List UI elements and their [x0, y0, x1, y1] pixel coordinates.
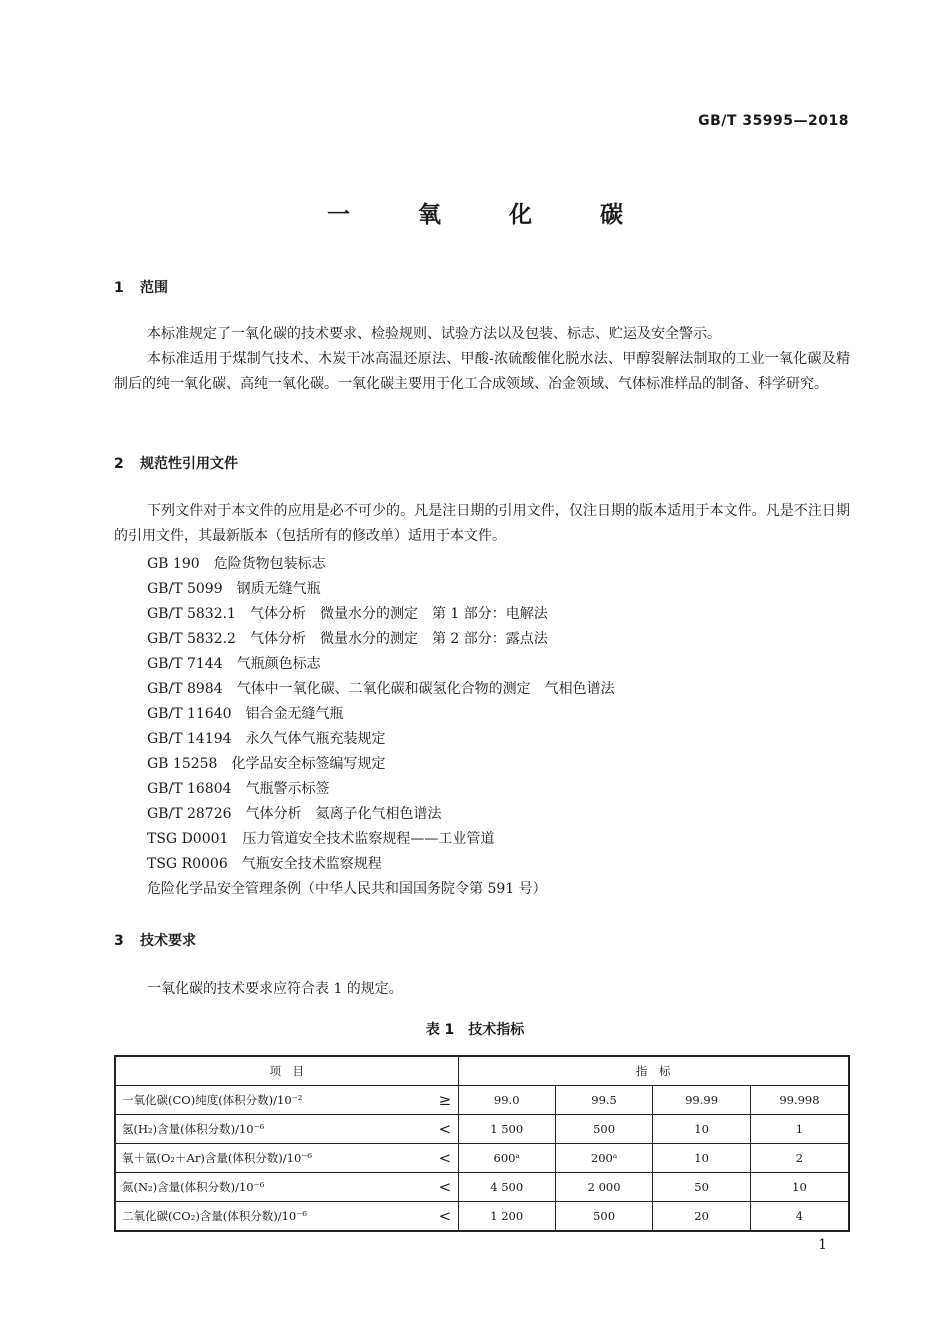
table-row	[115, 1173, 849, 1202]
reference-code: GB/T 14194	[147, 731, 232, 747]
row-item: 氧＋氩(O₂＋Ar)含量(体积分数)/10⁻⁶	[115, 1144, 432, 1173]
reference-title: 永久气体气瓶充装规定	[245, 731, 386, 747]
row-value: 50	[653, 1173, 751, 1202]
reference-title: 气瓶安全技术监察规程	[241, 856, 382, 872]
row-value: 1 200	[458, 1202, 555, 1232]
reference-code: GB/T 16804	[147, 781, 232, 797]
row-value: 1	[750, 1115, 849, 1144]
section-1-paragraph-2: 本标准适用于煤制气技术、木炭干冰高温还原法、甲酸-浓硫酸催化脱水法、甲醇裂解法制取的工业一氧化碳及精制后的纯一氧化碳、高纯一氧化碳。一氧化碳主要用于化工合成领域、冶金领域、气体标准样品的制备、科学研究。	[114, 351, 850, 392]
row-value: 10	[750, 1173, 849, 1202]
reference-title: 气瓶警示标签	[245, 781, 330, 797]
row-value: 99.99	[653, 1086, 751, 1115]
row-value: 2	[750, 1144, 849, 1173]
reference-item	[147, 678, 615, 698]
row-value: 4	[750, 1202, 849, 1232]
reference-code: GB/T 11640	[147, 706, 232, 722]
section-title: 技术要求	[140, 933, 196, 949]
row-item: 一氧化碳(CO)纯度(体积分数)/10⁻²	[115, 1086, 432, 1115]
reference-code: GB/T 5832.1	[147, 606, 236, 622]
row-value: 99.998	[750, 1086, 849, 1115]
reference-item	[147, 878, 547, 898]
reference-item	[147, 553, 326, 573]
reference-item	[147, 728, 386, 748]
reference-code: GB/T 5832.2	[147, 631, 236, 647]
reference-item	[147, 853, 382, 873]
header-item: 项 目	[115, 1056, 458, 1086]
page-number: 1	[818, 1237, 827, 1253]
reference-title: 铝合金无缝气瓶	[245, 706, 344, 722]
document-title: 一 氧 化 碳	[326, 202, 654, 228]
reference-item	[147, 653, 321, 673]
reference-code: GB 190	[147, 556, 200, 572]
section-1-heading	[114, 277, 168, 297]
reference-code: GB 15258	[147, 756, 218, 772]
section-1-paragraph-1: 本标准规定了一氧化碳的技术要求、检验规则、试验方法以及包装、标志、贮运及安全警示。	[147, 326, 721, 342]
section-number: 3	[114, 933, 124, 949]
row-value: 10	[653, 1144, 751, 1173]
reference-item	[147, 603, 548, 623]
reference-title: 压力管道安全技术监察规程——工业管道	[242, 831, 495, 847]
row-value: 4 500	[458, 1173, 555, 1202]
reference-title: 气体分析 氦离子化气相色谱法	[245, 806, 442, 822]
reference-title: 化学品安全标签编写规定	[231, 756, 386, 772]
row-item: 氮(N₂)含量(体积分数)/10⁻⁶	[115, 1173, 432, 1202]
reference-title: 危险货物包装标志	[213, 556, 326, 572]
technical-spec-table	[114, 1055, 850, 1232]
section-number: 1	[114, 280, 124, 296]
section-2-heading	[114, 453, 238, 473]
reference-code: GB/T 28726	[147, 806, 232, 822]
reference-title: 气体中一氧化碳、二氧化碳和碳氢化合物的测定 气相色谱法	[236, 681, 615, 697]
reference-item	[147, 803, 442, 823]
section-3-heading	[114, 930, 196, 950]
section-title: 规范性引用文件	[140, 456, 238, 472]
reference-item	[147, 778, 330, 798]
table-caption: 表 1 技术指标	[425, 1022, 525, 1038]
reference-item	[147, 628, 548, 648]
table-row	[115, 1144, 849, 1173]
reference-code: GB/T 8984	[147, 681, 223, 697]
reference-item	[147, 828, 494, 848]
table-row	[115, 1086, 849, 1115]
reference-code: GB/T 7144	[147, 656, 223, 672]
row-value: 500	[555, 1115, 652, 1144]
reference-item	[147, 703, 344, 723]
row-value: 200ᵃ	[555, 1144, 652, 1173]
row-item: 氢(H₂)含量(体积分数)/10⁻⁶	[115, 1115, 432, 1144]
section-2-intro: 下列文件对于本文件的应用是必不可少的。凡是注日期的引用文件，仅注日期的版本适用于本文件。凡是不注日期的引用文件，其最新版本（包括所有的修改单）适用于本文件。	[114, 503, 850, 544]
row-value: 1 500	[458, 1115, 555, 1144]
reference-code: TSG D0001	[147, 831, 229, 847]
row-relation: <	[432, 1173, 458, 1202]
row-value: 20	[653, 1202, 751, 1232]
row-value: 2 000	[555, 1173, 652, 1202]
table-row	[115, 1202, 849, 1232]
section-number: 2	[114, 456, 124, 472]
reference-item	[147, 578, 321, 598]
section-3-paragraph-1: 一氧化碳的技术要求应符合表 1 的规定。	[147, 981, 403, 997]
row-value: 99.5	[555, 1086, 652, 1115]
row-value: 500	[555, 1202, 652, 1232]
row-value: 99.0	[458, 1086, 555, 1115]
row-value: 600ᵃ	[458, 1144, 555, 1173]
reference-code: TSG R0006	[147, 856, 228, 872]
row-value: 10	[653, 1115, 751, 1144]
header-spec: 指 标	[458, 1056, 849, 1086]
row-relation: ≥	[432, 1086, 458, 1115]
reference-title: 气体分析 微量水分的测定 第 1 部分：电解法	[249, 606, 548, 622]
row-relation: <	[432, 1202, 458, 1232]
row-relation: <	[432, 1144, 458, 1173]
reference-item	[147, 753, 385, 773]
reference-title: 气体分析 微量水分的测定 第 2 部分：露点法	[249, 631, 548, 647]
table-row	[115, 1115, 849, 1144]
row-item: 二氧化碳(CO₂)含量(体积分数)/10⁻⁶	[115, 1202, 432, 1232]
table-header-row	[115, 1056, 849, 1086]
section-title: 范围	[140, 280, 168, 296]
standard-code: GB/T 35995—2018	[698, 113, 849, 129]
row-relation: <	[432, 1115, 458, 1144]
reference-code: GB/T 5099	[147, 581, 223, 597]
reference-title: 钢质无缝气瓶	[236, 581, 321, 597]
reference-title: 危险化学品安全管理条例（中华人民共和国国务院令第 591 号）	[147, 881, 547, 897]
reference-title: 气瓶颜色标志	[236, 656, 321, 672]
